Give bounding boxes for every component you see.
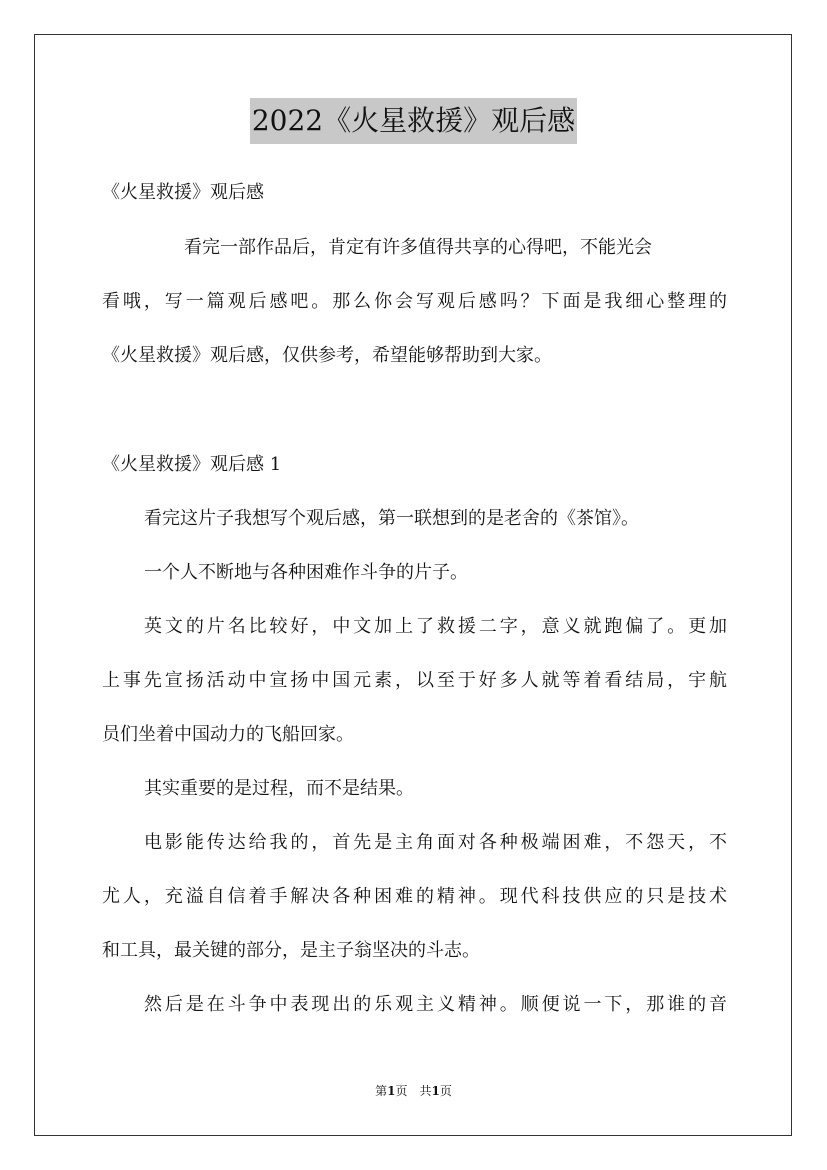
intro-line-3: 《火星救援》观后感，仅供参考，希望能够帮助到大家。: [102, 345, 552, 366]
body-line-3: 英文的片名比较好，中文加上了救援二字，意义就跑偏了。更加: [144, 616, 727, 637]
intro-line-1: 看完一部作品后，肯定有许多值得共享的心得吧，不能光会: [184, 237, 652, 258]
body-line-8: 尤人，充溢自信着手解决各种困难的精神。现代科技供应的只是技术: [102, 886, 727, 907]
section-heading: 《火星救援》观后感 1: [102, 454, 282, 475]
footer-prefix: 第: [375, 1084, 388, 1098]
body-line-1: 看完这片子我想写个观后感，第一联想到的是老舍的《茶馆》。: [144, 508, 639, 529]
title-container: [0, 98, 827, 144]
footer-page-number: 1: [387, 1084, 396, 1098]
intro-line-2: 看哦，写一篇观后感吧。那么你会写观后感吗？下面是我细心整理的: [102, 291, 727, 312]
body-line-2: 一个人不断地与各种困难作斗争的片子。: [144, 562, 468, 583]
document-title: 2022《火星救援》观后感: [250, 98, 577, 144]
footer-suffix: 页: [439, 1084, 452, 1098]
body-line-7: 电影能传达给我的，首先是主角面对各种极端困难，不怨天，不: [144, 832, 727, 853]
body-line-4: 上事先宣扬活动中宣扬中国元素，以至于好多人就等着看结局，宇航: [102, 670, 727, 691]
body-line-5: 员们坐着中国动力的飞船回家。: [102, 724, 354, 745]
body-line-10: 然后是在斗争中表现出的乐观主义精神。顺便说一下，那谁的音: [144, 994, 727, 1015]
page-footer: [0, 1083, 827, 1099]
body-line-9: 和工具，最关键的部分，是主子翁坚决的斗志。: [102, 940, 480, 961]
body-line-6: 其实重要的是过程，而不是结果。: [144, 778, 414, 799]
document-subtitle: 《火星救援》观后感: [102, 182, 264, 203]
footer-middle: 页 共: [395, 1084, 432, 1098]
footer-page-total: 1: [431, 1084, 440, 1098]
